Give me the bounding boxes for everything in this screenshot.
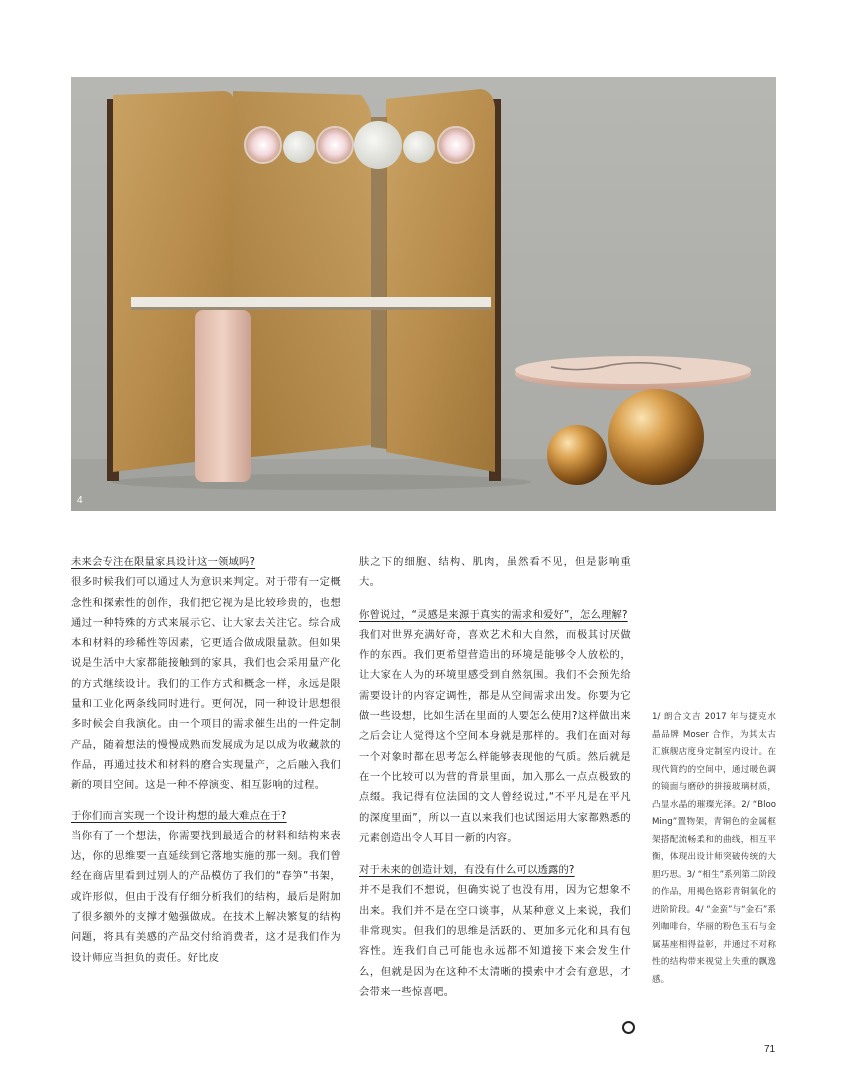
question-heading: 你曾说过，“灵感是来源于真实的需求和爱好”，怎么理解?	[359, 608, 628, 621]
answer-paragraph: 并不是我们不想说，但确实说了也没有用，因为它想象不出来。我们并不是在空口谈事，从某种意义上来说，我们非常现实。但我们的思维是活跃的、更加多元化和具有包容性。连我们自己可能也永远都不知道接下来会发生什么，但就是因为在这种不太清晰的摸索中才会有意思，才会带来一些惊喜吧。	[359, 884, 631, 998]
furniture-photo	[71, 77, 776, 511]
question-heading: 对于未来的创造计划，有没有什么可以透露的?	[359, 864, 575, 877]
end-of-article-icon	[622, 1021, 635, 1034]
question-heading: 于你们而言实现一个设计构想的最大难点在于?	[71, 809, 287, 822]
column-left	[71, 552, 341, 968]
answer-paragraph: 当你有了一个想法，你需要找到最适合的材料和结构来表达，你的思维要一直延续到它落地实施的那一刻。我们曾经在商店里看到过别人的产品模仿了我们的“春笋”书架，或许形似，但由于没有仔细分析我们的结构，最后是附加了很多额外的支撑才勉强做成。在技术上解决繁复的结构问题，将具有美感的产品交付给消费者，这才是我们作为设计师应当担负的责任。好比皮	[71, 829, 341, 964]
answer-paragraph: 我们对世界充满好奇，喜欢艺术和大自然，而极其讨厌做作的东西。我们更希望营造出的环境是能够令人放松的，让大家在人为的环境里感受到自然氛围。我们不会预先给需要设计的内容定调性，都是从空间需求出发。你要为它做一些设想，比如生活在里面的人要怎么使用?这样做出来之后会让人觉得这个空间本身就是那样的。我们在面对每一个对象时都在思考怎么样能够表现他的气质。然后就是在一个比较可以为营的背景里面，加入那么一点点极致的点缀。我记得有位法国的文人曾经说过,“不平凡是在平凡的深度里面”，所以一直以来我们也试图运用大家都熟悉的元素创造出令人耳目一新的内容。	[359, 628, 631, 844]
answer-paragraph: 很多时候我们可以通过人为意识来判定。对于带有一定概念性和探索性的创作，我们把它视为是比较珍贵的，也想通过一种特殊的方式来展示它、让大家去关注它。综合成本和材料的珍稀性等因素，它更适合做成限量款。但如果说是生活中大家都能接触到的家具，我们也会采用量产化的方式继续设计。我们的工作方式和概念一样，永远是限量和工业化两条线同时进行。更何况，同一种设计思想很多时候会自我演化。由一个项目的需求催生出的一件定制产品，随着想法的慢慢成熟而发展成为足以成为收藏款的作品，再通过技术和材料的磨合实现量产，之后融入我们新的项目空间。这是一种不停演变、相互影响的过程。	[71, 576, 341, 792]
figure-number: 4	[77, 495, 83, 506]
photo-caption: 1/ 朗合文吉 2017 年与捷克水晶品牌 Moser 合作，为其太古汇旗舰店度身定制室内设计。在现代简约的空间中，通过暖色调的镜面与磨砂的拼接玻璃材质，凸显水晶的璀璨光泽。2/ “Bloo Ming”置物架，青铜色的金属框架搭配流畅柔和的曲线，相互平衡，体现出设计师突破传统的大胆巧思。3/ “相生”系列第二阶段的作品，用褐色铬彩青铜氧化的进阶阶段。4/ “金蛮”与“金石”系列咖啡台，华丽的粉色玉石与金属基座相得益彰，并通过不对称性的结构带来视觉上失重的飘逸感。	[652, 712, 776, 985]
answer-paragraph: 肤之下的细胞、结构、肌肉，虽然看不见，但是影响重大。	[359, 556, 631, 589]
question-heading: 未来会专注在限量家具设计这一领域吗?	[71, 556, 256, 568]
page-number: 71	[764, 1044, 776, 1055]
column-middle	[359, 552, 631, 1002]
